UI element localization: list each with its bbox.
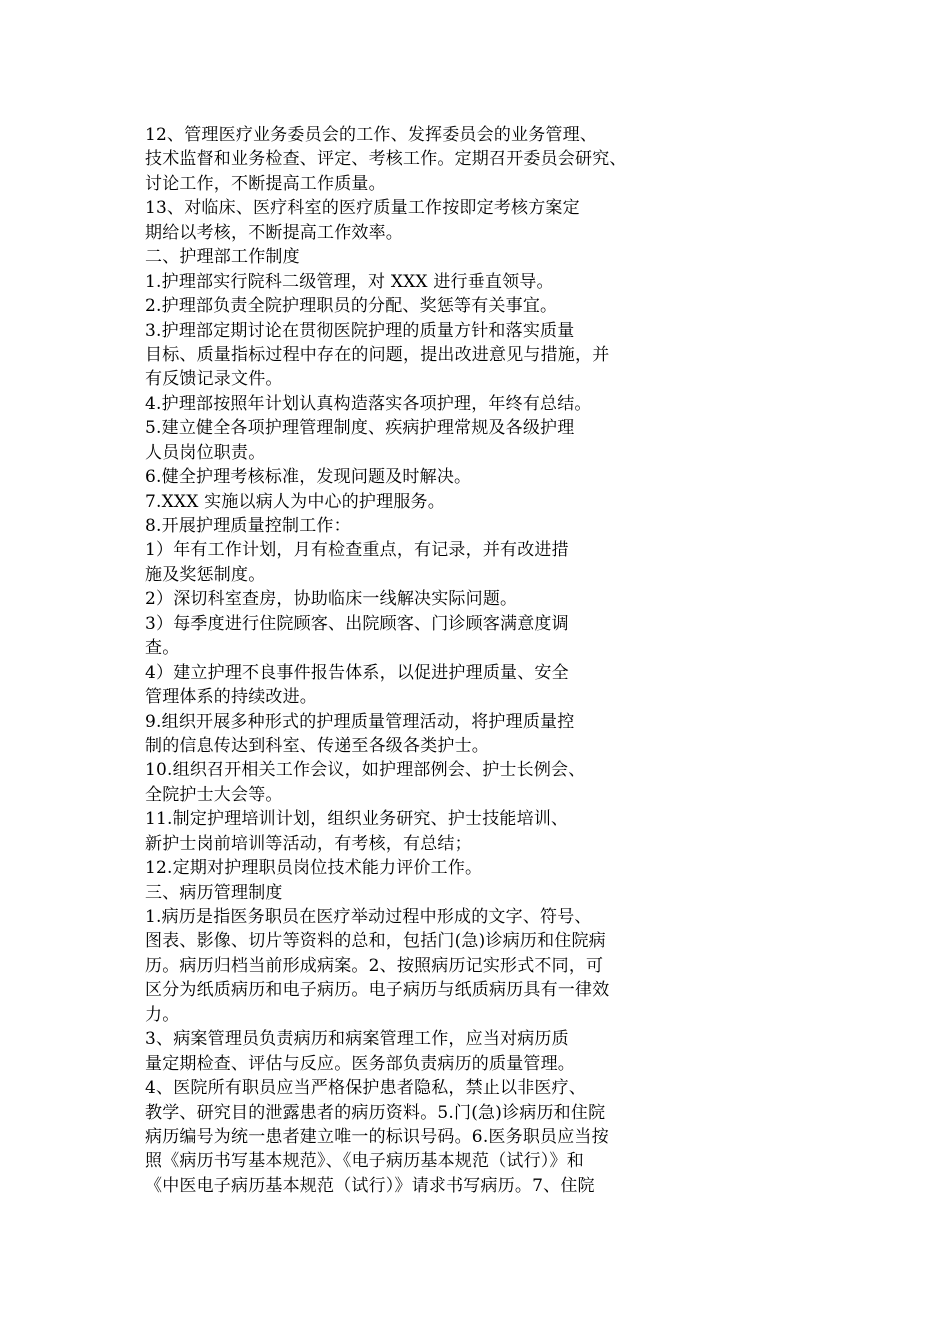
text-line: 期给以考核，不断提高工作效率。 xyxy=(145,222,403,243)
text-line: 有反馈记录文件。 xyxy=(145,369,283,390)
text-line: 图表、影像、切片等资料的总和，包括门(急)诊病历和住院病 xyxy=(145,931,606,952)
text-line: 13、对临床、医疗科室的医疗质量工作按即定考核方案定 xyxy=(145,198,580,219)
document-body xyxy=(145,123,705,1198)
text-line: 3）每季度进行住院顾客、出院顾客、门诊顾客满意度调 xyxy=(145,613,569,634)
text-line: 10.组织召开相关工作会议，如护理部例会、护士长例会、 xyxy=(145,760,586,781)
text-line: 1.病历是指医务职员在医疗举动过程中形成的文字、符号、 xyxy=(145,907,592,927)
text-line: 管理体系的持续改进。 xyxy=(145,687,317,708)
text-line: 施及奖惩制度。 xyxy=(145,564,266,585)
text-line: 技术监督和业务检查、评定、考核工作。定期召开委员会研究、 xyxy=(145,149,627,170)
section-heading: 三、病历管理制度 xyxy=(145,882,283,903)
text-line: 制的信息传达到科室、传递至各级各类护士。 xyxy=(145,735,489,756)
text-line: 3、病案管理员负责病历和病案管理工作，应当对病历质 xyxy=(145,1029,569,1050)
text-line: 3.护理部定期讨论在贯彻医院护理的质量方针和落实质量 xyxy=(145,320,575,341)
text-line: 2.护理部负责全院护理职员的分配、奖惩等有关事宜。 xyxy=(145,296,558,317)
text-line: 4、医院所有职员应当严格保护患者隐私，禁止以非医疗、 xyxy=(145,1078,587,1099)
text-line: 查。 xyxy=(145,638,180,659)
text-line: 历。病历归档当前形成病案。2、按照病历记实形式不同，可 xyxy=(145,955,604,976)
text-line: 5.建立健全各项护理管理制度、疾病护理常规及各级护理 xyxy=(145,418,575,439)
text-line: 12.定期对护理职员岗位技术能力评价工作。 xyxy=(145,858,483,879)
text-line: 12、管理医疗业务委员会的工作、发挥委员会的业务管理、 xyxy=(145,125,598,145)
text-line: 病历编号为统一患者建立唯一的标识号码。6.医务职员应当按 xyxy=(145,1126,609,1147)
text-line: 人员岗位职责。 xyxy=(145,442,266,463)
text-line: 讨论工作，不断提高工作质量。 xyxy=(145,173,386,194)
text-line: 量定期检查、评估与反应。医务部负责病历的质量管理。 xyxy=(145,1053,575,1074)
text-line: 新护士岗前培训等活动，有考核，有总结； xyxy=(145,833,472,854)
text-line: 6.健全护理考核标准，发现问题及时解决。 xyxy=(145,467,472,488)
text-line: 4.护理部按照年计划认真构造落实各项护理，年终有总结。 xyxy=(145,393,592,414)
text-line: 教学、研究目的泄露患者的病历资料。5.门(急)诊病历和住院 xyxy=(145,1102,606,1123)
text-line: 全院护士大会等。 xyxy=(145,784,283,805)
text-line: 9.组织开展多种形式的护理质量管理活动，将护理质量控 xyxy=(145,711,575,732)
text-line: 7.XXX 实施以病人为中心的护理服务。 xyxy=(145,491,445,512)
text-line: 4）建立护理不良事件报告体系，以促进护理质量、安全 xyxy=(145,662,569,683)
text-line: 1）年有工作计划，月有检查重点，有记录，并有改进措 xyxy=(145,540,569,561)
text-line: 1.护理部实行院科二级管理，对 XXX 进行垂直领导。 xyxy=(145,271,554,292)
text-line: 11.制定护理培训计划，组织业务研究、护士技能培训、 xyxy=(145,809,569,830)
text-line: 8.开展护理质量控制工作： xyxy=(145,516,351,536)
text-line: 《中医电子病历基本规范（试行）》请求书写病历。7、住院 xyxy=(145,1175,595,1196)
section-heading: 二、护理部工作制度 xyxy=(145,247,300,268)
text-line: 目标、质量指标过程中存在的问题，提出改进意见与措施，并 xyxy=(145,344,610,365)
text-line: 区分为纸质病历和电子病历。电子病历与纸质病历具有一律效 xyxy=(145,980,610,1001)
text-line: 2）深切科室查房，协助临床一线解决实际问题。 xyxy=(145,589,518,610)
text-line: 照《病历书写基本规范》、《电子病历基本规范（试行）》和 xyxy=(145,1151,584,1172)
text-line: 力。 xyxy=(145,1004,180,1025)
